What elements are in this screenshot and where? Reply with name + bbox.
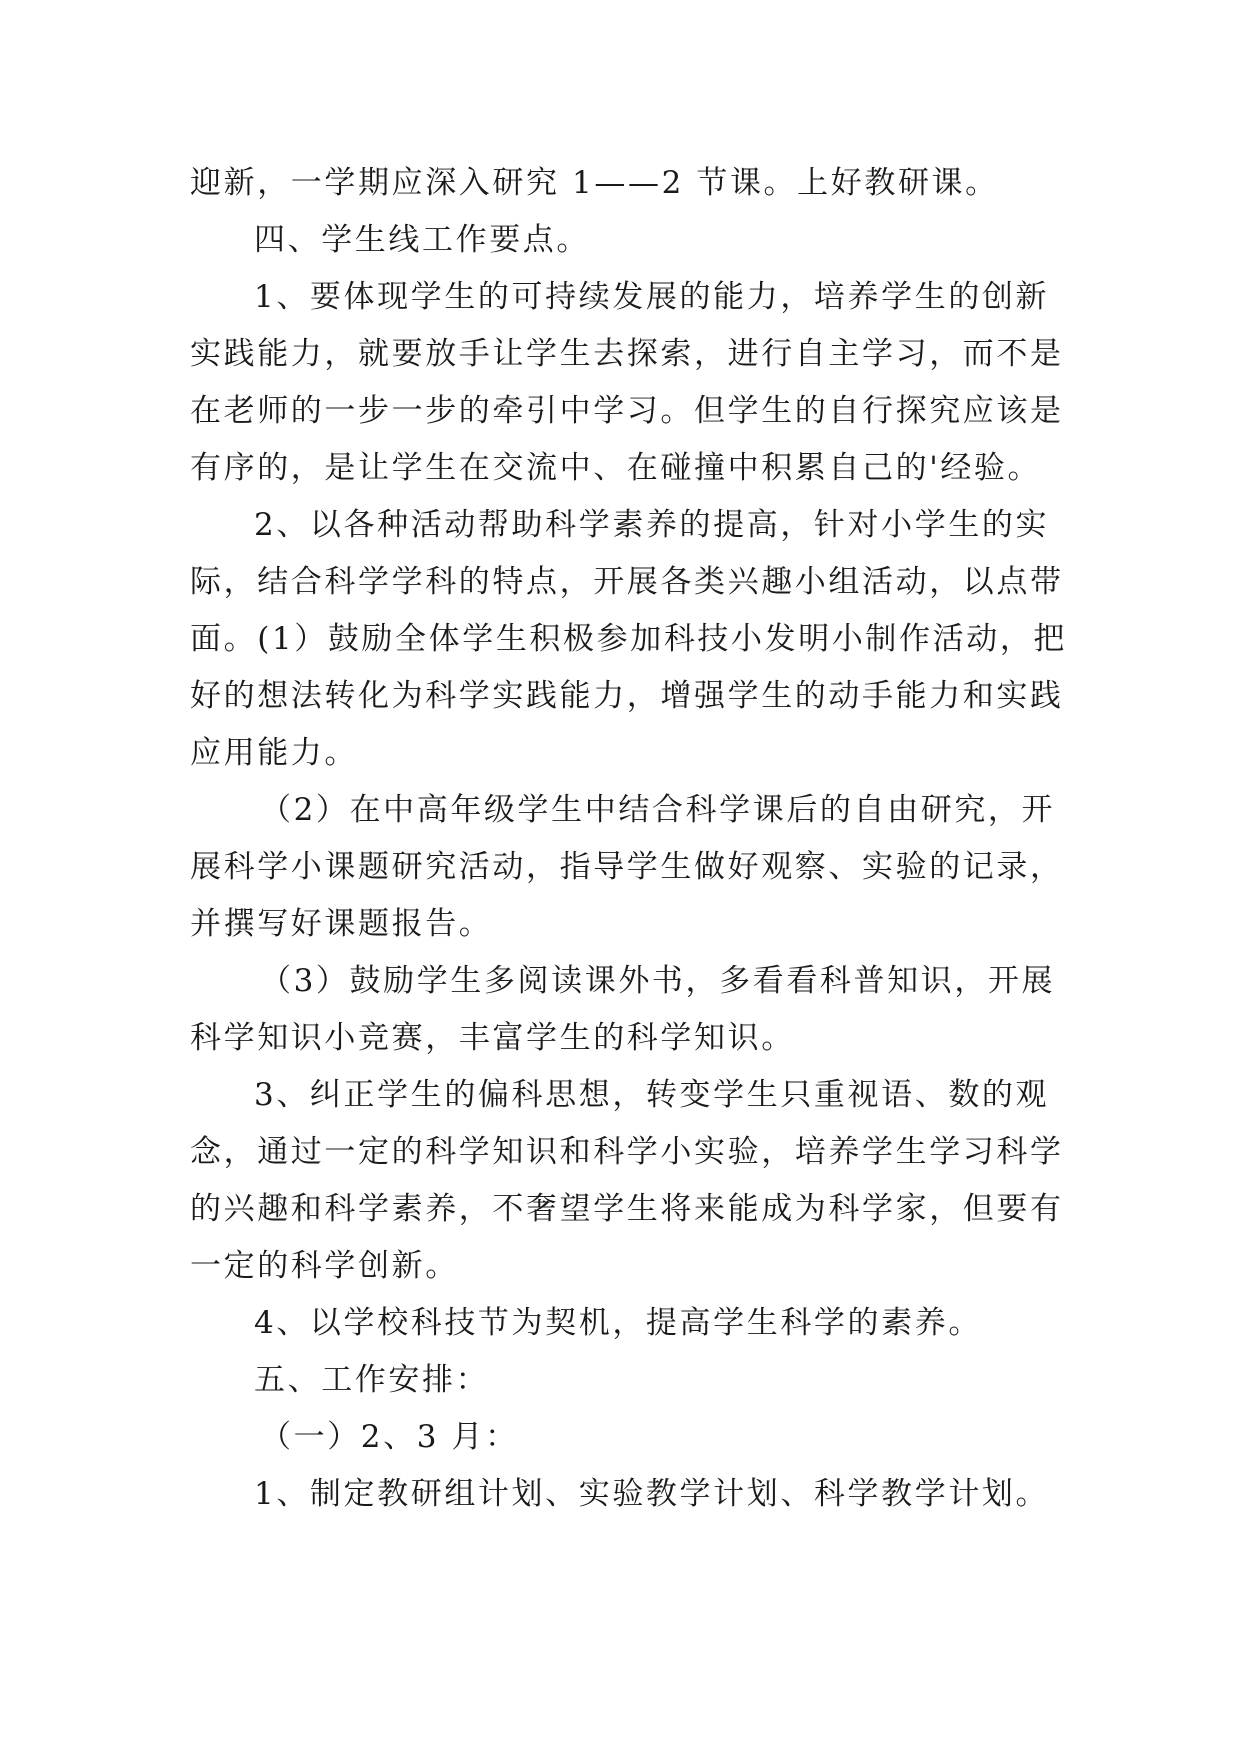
text-line: 面。(1）鼓励全体学生积极参加科技小发明小制作活动，把 (190, 621, 1068, 657)
text-line: 的兴趣和科学素养，不奢望学生将来能成为科学家，但要有 (190, 1191, 1064, 1227)
section-heading-5: 五、工作安排： (254, 1362, 490, 1398)
text-line: 实践能力，就要放手让学生去探索，进行自主学习，而不是 (190, 336, 1064, 372)
text-line: 在老师的一步一步的牵引中学习。但学生的自行探究应该是 (190, 393, 1064, 429)
text-line: 际，结合科学学科的特点，开展各类兴趣小组活动，以点带 (190, 564, 1064, 600)
text-line: 2、以各种活动帮助科学素养的提高，针对小学生的实 (254, 507, 1050, 543)
text-line: 3、纠正学生的偏科思想，转变学生只重视语、数的观 (254, 1077, 1050, 1113)
text-line: 4、以学校科技节为契机，提高学生科学的素养。 (254, 1305, 982, 1341)
text-line: （2）在中高年级学生中结合科学课后的自由研究，开 (260, 792, 1056, 828)
text-line: 迎新，一学期应深入研究 1——2 节课。上好教研课。 (190, 165, 999, 201)
text-line: 1、制定教研组计划、实验教学计划、科学教学计划。 (254, 1476, 1050, 1512)
text-line: 并撰写好课题报告。 (190, 906, 493, 942)
text-line: 应用能力。 (190, 735, 358, 771)
text-line: 科学知识小竞赛，丰富学生的科学知识。 (190, 1020, 795, 1056)
subsection-heading: （一）2、3 月： (260, 1419, 519, 1455)
text-line: 有序的，是让学生在交流中、在碰撞中积累自己的'经验。 (190, 450, 1042, 486)
text-line: 一定的科学创新。 (190, 1248, 459, 1284)
text-line: 展科学小课题研究活动，指导学生做好观察、实验的记录， (190, 849, 1064, 885)
text-line: 1、要体现学生的可持续发展的能力，培养学生的创新 (254, 279, 1050, 315)
text-line: 好的想法转化为科学实践能力，增强学生的动手能力和实践 (190, 678, 1064, 714)
section-heading-4: 四、学生线工作要点。 (254, 222, 590, 258)
text-line: 念，通过一定的科学知识和科学小实验，培养学生学习科学 (190, 1134, 1064, 1170)
document-body (190, 155, 1070, 1523)
text-line: （3）鼓励学生多阅读课外书，多看看科普知识，开展 (260, 963, 1056, 999)
